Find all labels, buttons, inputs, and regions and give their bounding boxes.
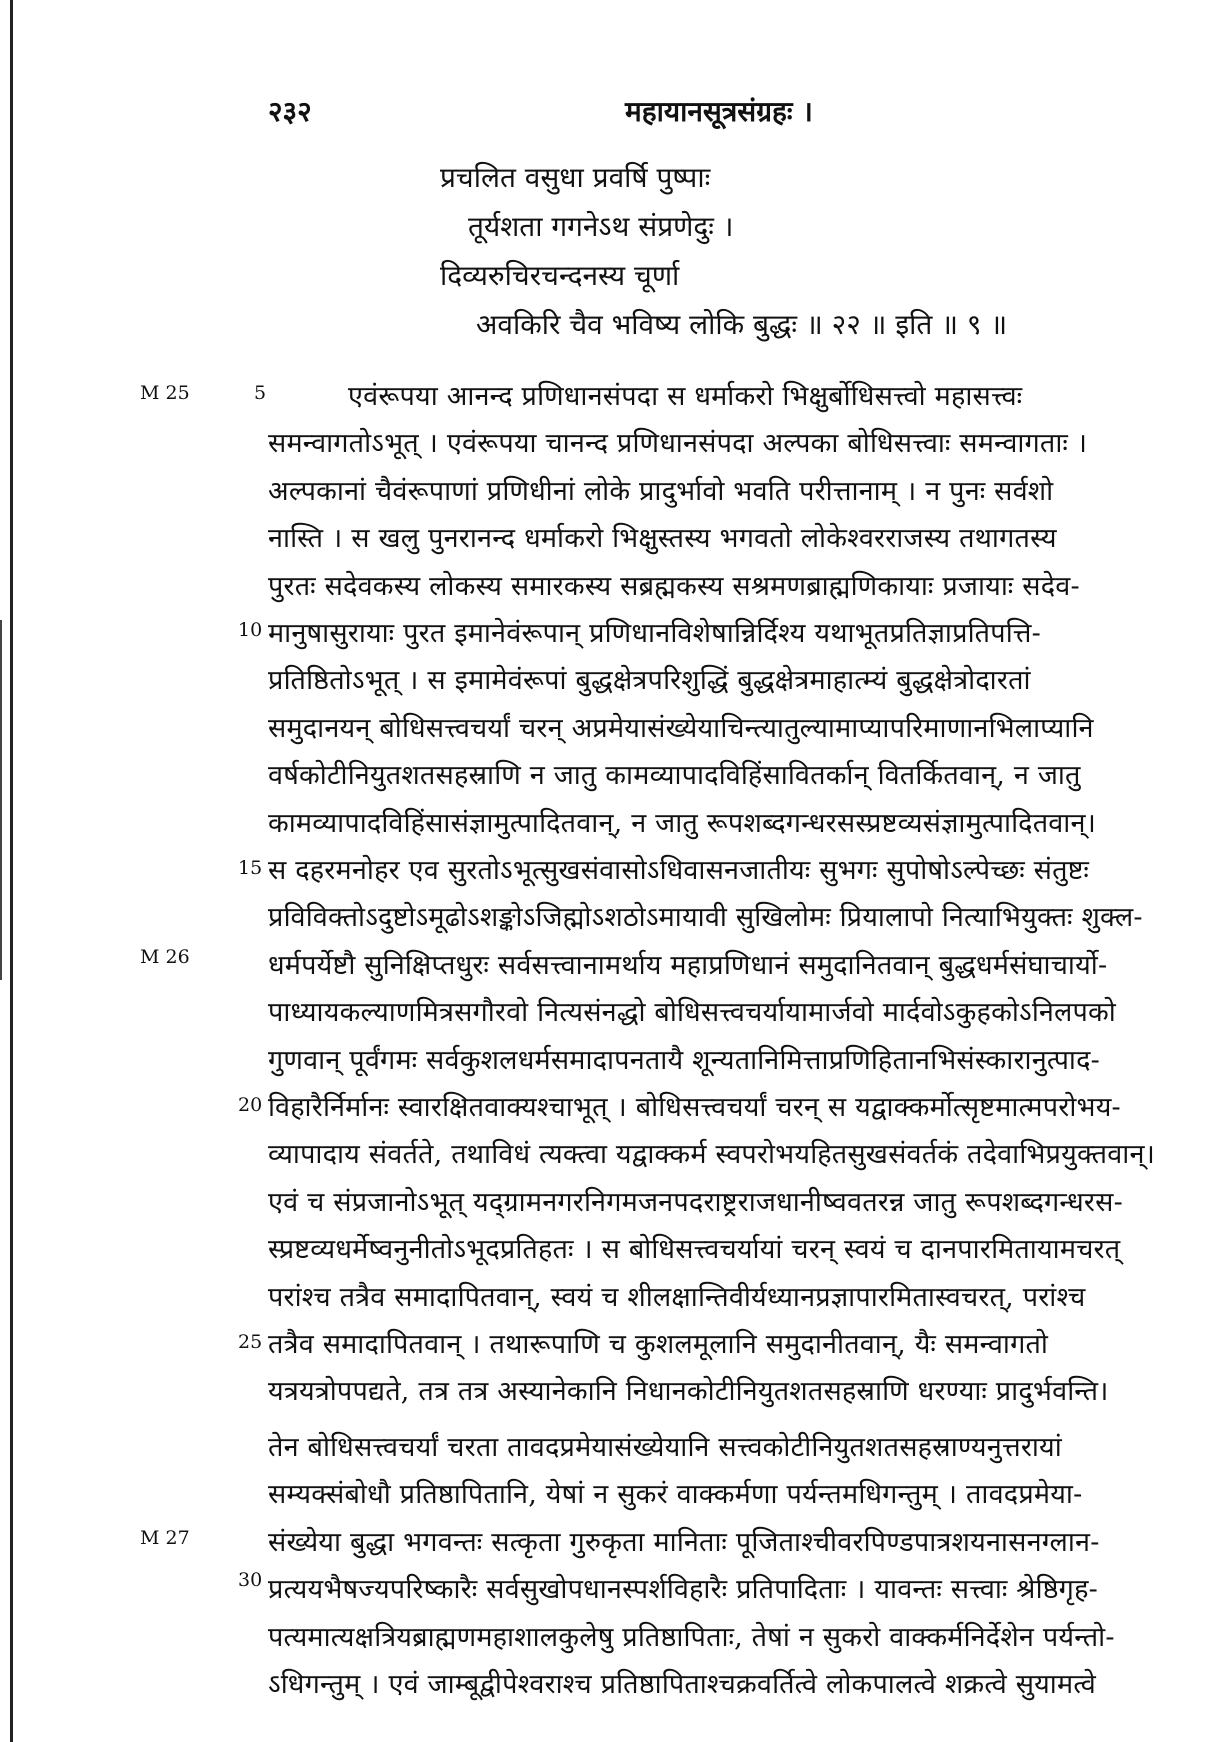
prose-line: तेन बोधिसत्त्वचर्यां चरता तावदप्रमेयासंख्येयानि सत्त्वकोटीनियुतशतसहस्राण्यनुत्तरायां xyxy=(268,1432,1062,1463)
margin-ref-m26: M 26 xyxy=(140,946,190,968)
prose-line: परांश्च तत्रैव समादापितवान्, स्वयं च शीलक्षान्तिवीर्यध्यानप्रज्ञापारमितास्वचरत्, परांश्च xyxy=(268,1282,1086,1313)
prose-line: वर्षकोटीनियुतशतसहस्राणि न जातु कामव्यापादविहिंसावितर्कान् वितर्कितवान्, न जातु xyxy=(268,760,1081,791)
prose-line: पुरतः सदेवकस्य लोकस्य समारकस्य सब्रह्मकस्य सश्रमणब्राह्मणिकायाः प्रजायाः सदेव- xyxy=(268,571,1080,602)
line-number: 10 xyxy=(238,619,263,641)
prose-line: गुणवान् पूर्वंगमः सर्वकुशलधर्मसमादापनतायै शून्यतानिमित्ताप्रणिहितानभिसंस्कारानुत्पाद- xyxy=(268,1045,1100,1076)
prose-line: संख्येया बुद्धा भगवन्तः सत्कृता गुरुकृता मानिताः पूजिताश्चीवरपिण्डपात्रशयनासनग्लान- xyxy=(268,1527,1100,1558)
prose-line: व्यापादाय संवर्तते, तथाविधं त्यक्त्वा यद्वाक्कर्म स्वपरोभयहितसुखसंवर्तकं तदेवाभिप्रयुक्तवान्। xyxy=(268,1139,1156,1170)
prose-line: सम्यक्संबोधौ प्रतिष्ठापितानि, येषां न सुकरं वाक्कर्मणा पर्यन्तमधिगन्तुम् । तावदप्रमेया- xyxy=(268,1479,1083,1510)
running-title: महायानसूत्रसंग्रहः । xyxy=(625,95,813,128)
prose-line: पत्यमात्यक्षत्रियब्राह्मणमहाशालकुलेषु प्रतिष्ठापिताः, तेषां न सुकरो वाक्कर्मनिर्देशेन पर्यन्तो- xyxy=(268,1622,1115,1653)
prose-line: यत्रयत्रोपपद्यते, तत्र तत्र अस्यानेकानि निधानकोटीनियुतशतसहस्राणि धरण्याः प्रादुर्भवन्ति। xyxy=(268,1376,1109,1407)
line-number: 30 xyxy=(238,1569,263,1591)
page-binding-edge xyxy=(10,0,13,1742)
prose-line: समुदानयन् बोधिसत्त्वचर्यां चरन् अप्रमेयासंख्येयाचिन्त्यातुल्यामाप्यापरिमाणानभिलाप्यानि xyxy=(268,713,1094,744)
prose-line: एवं च संप्रजानोऽभूत् यद्ग्रामनगरनिगमजनपदराष्ट्रराजधानीष्ववतरन्न जातु रूपशब्दगन्धरस- xyxy=(268,1187,1123,1218)
prose-line: प्रत्ययभैषज्यपरिष्कारैः सर्वसुखोपधानस्पर्शविहारैः प्रतिपादिताः । यावन्तः सत्त्वाः श्रेष्ठिगृह- xyxy=(268,1574,1098,1605)
prose-line: अल्पकानां चैवंरूपाणां प्रणिधीनां लोके प्रादुर्भावो भवति परीत्तानाम् । न पुनः सर्वशो xyxy=(268,476,1054,507)
prose-line: तत्रैव समादापितवान् । तथारूपाणि च कुशलमूलानि समुदानीतवान्, यैः समन्वागतो xyxy=(268,1329,1049,1360)
page-binding-shadow xyxy=(0,620,2,980)
line-number: 15 xyxy=(238,857,263,879)
line-number: 20 xyxy=(238,1094,263,1116)
page-number: २३२ xyxy=(268,95,312,128)
prose-line: मानुषासुरायाः पुरत इमानेवंरूपान् प्रणिधानविशेषान्निर्दिश्य यथाभूतप्रतिज्ञाप्रतिपत्ति- xyxy=(268,618,1041,649)
prose-line: एवंरूपया आनन्द प्रणिधानसंपदा स धर्माकरो भिक्षुर्बोधिसत्त्वो महासत्त्वः xyxy=(348,381,1023,412)
prose-line: प्रविविक्तोऽदुष्टोऽमूढोऽशङ्कोऽजिह्मोऽशठोऽमायावी सुखिलोमः प्रियालापो नित्याभियुक्तः शुक्ल- xyxy=(268,902,1143,933)
margin-ref-m27: M 27 xyxy=(140,1527,190,1549)
line-number: 5 xyxy=(254,382,267,404)
prose-line: स्प्रष्टव्यधर्मेष्वनुनीतोऽभूदप्रतिहतः । स बोधिसत्त्वचर्यायां चरन् स्वयं च दानपारमितायामचरत् xyxy=(268,1234,1121,1265)
verse-line: दिव्यरुचिरचन्दनस्य चूर्णा xyxy=(440,259,680,292)
verse-line: तूर्यशता गगनेऽथ संप्रणेदुः । xyxy=(468,210,734,243)
prose-line: धर्मपर्येष्टौ सुनिक्षिप्तधुरः सर्वसत्त्वानामर्थाय महाप्रणिधानं समुदानितवान् बुद्धधर्मसंघाचार्यो- xyxy=(268,950,1108,981)
line-number: 25 xyxy=(238,1331,263,1353)
prose-line: स दहरमनोहर एव सुरतोऽभूत्सुखसंवासोऽधिवासनजातीयः सुभगः सुपोषोऽल्पेच्छः संतुष्टः xyxy=(268,855,1090,886)
prose-line: प्रतिष्ठितोऽभूत् । स इमामेवंरूपां बुद्धक्षेत्रपरिशुद्धिं बुद्धक्षेत्रमाहात्म्यं बुद्धक्षेत्रोदारतां xyxy=(268,665,1031,696)
prose-line: विहारैर्निर्मानः स्वारक्षितवाक्यश्चाभूत् । बोधिसत्त्वचर्यां चरन् स यद्वाक्कर्मोत्सृष्टमात्मपरोभय- xyxy=(268,1092,1121,1123)
prose-line: नास्ति । स खलु पुनरानन्द धर्माकरो भिक्षुस्तस्य भगवतो लोकेश्वरराजस्य तथागतस्य xyxy=(268,523,1057,554)
prose-line: ऽधिगन्तुम् । एवं जाम्बूद्वीपेश्वराश्च प्रतिष्ठापिताश्चक्रवर्तित्वे लोकपालत्वे शक्रत्वे सुयामत्वे xyxy=(268,1669,1096,1700)
verse-line: प्रचलित वसुधा प्रवर्षि पुष्पाः xyxy=(440,161,711,194)
margin-ref-m25: M 25 xyxy=(140,382,190,404)
prose-line: पाध्यायकल्याणमित्रसगौरवो नित्यसंनद्धो बोधिसत्त्वचर्यायामार्जवो मार्दवोऽकुहकोऽनिलपको xyxy=(268,997,1116,1028)
verse-line: अवकिरि चैव भविष्य लोकि बुद्धः ॥ २२ ॥ इति ॥ ९ ॥ xyxy=(476,308,1008,341)
prose-line: कामव्यापादविहिंसासंज्ञामुत्पादितवान्, न जातु रूपशब्दगन्धरसस्प्रष्टव्यसंज्ञामुत्पादितवान्। xyxy=(268,808,1097,839)
prose-line: समन्वागतोऽभूत् । एवंरूपया चानन्द प्रणिधानसंपदा अल्पका बोधिसत्त्वाः समन्वागताः । xyxy=(268,428,1088,459)
